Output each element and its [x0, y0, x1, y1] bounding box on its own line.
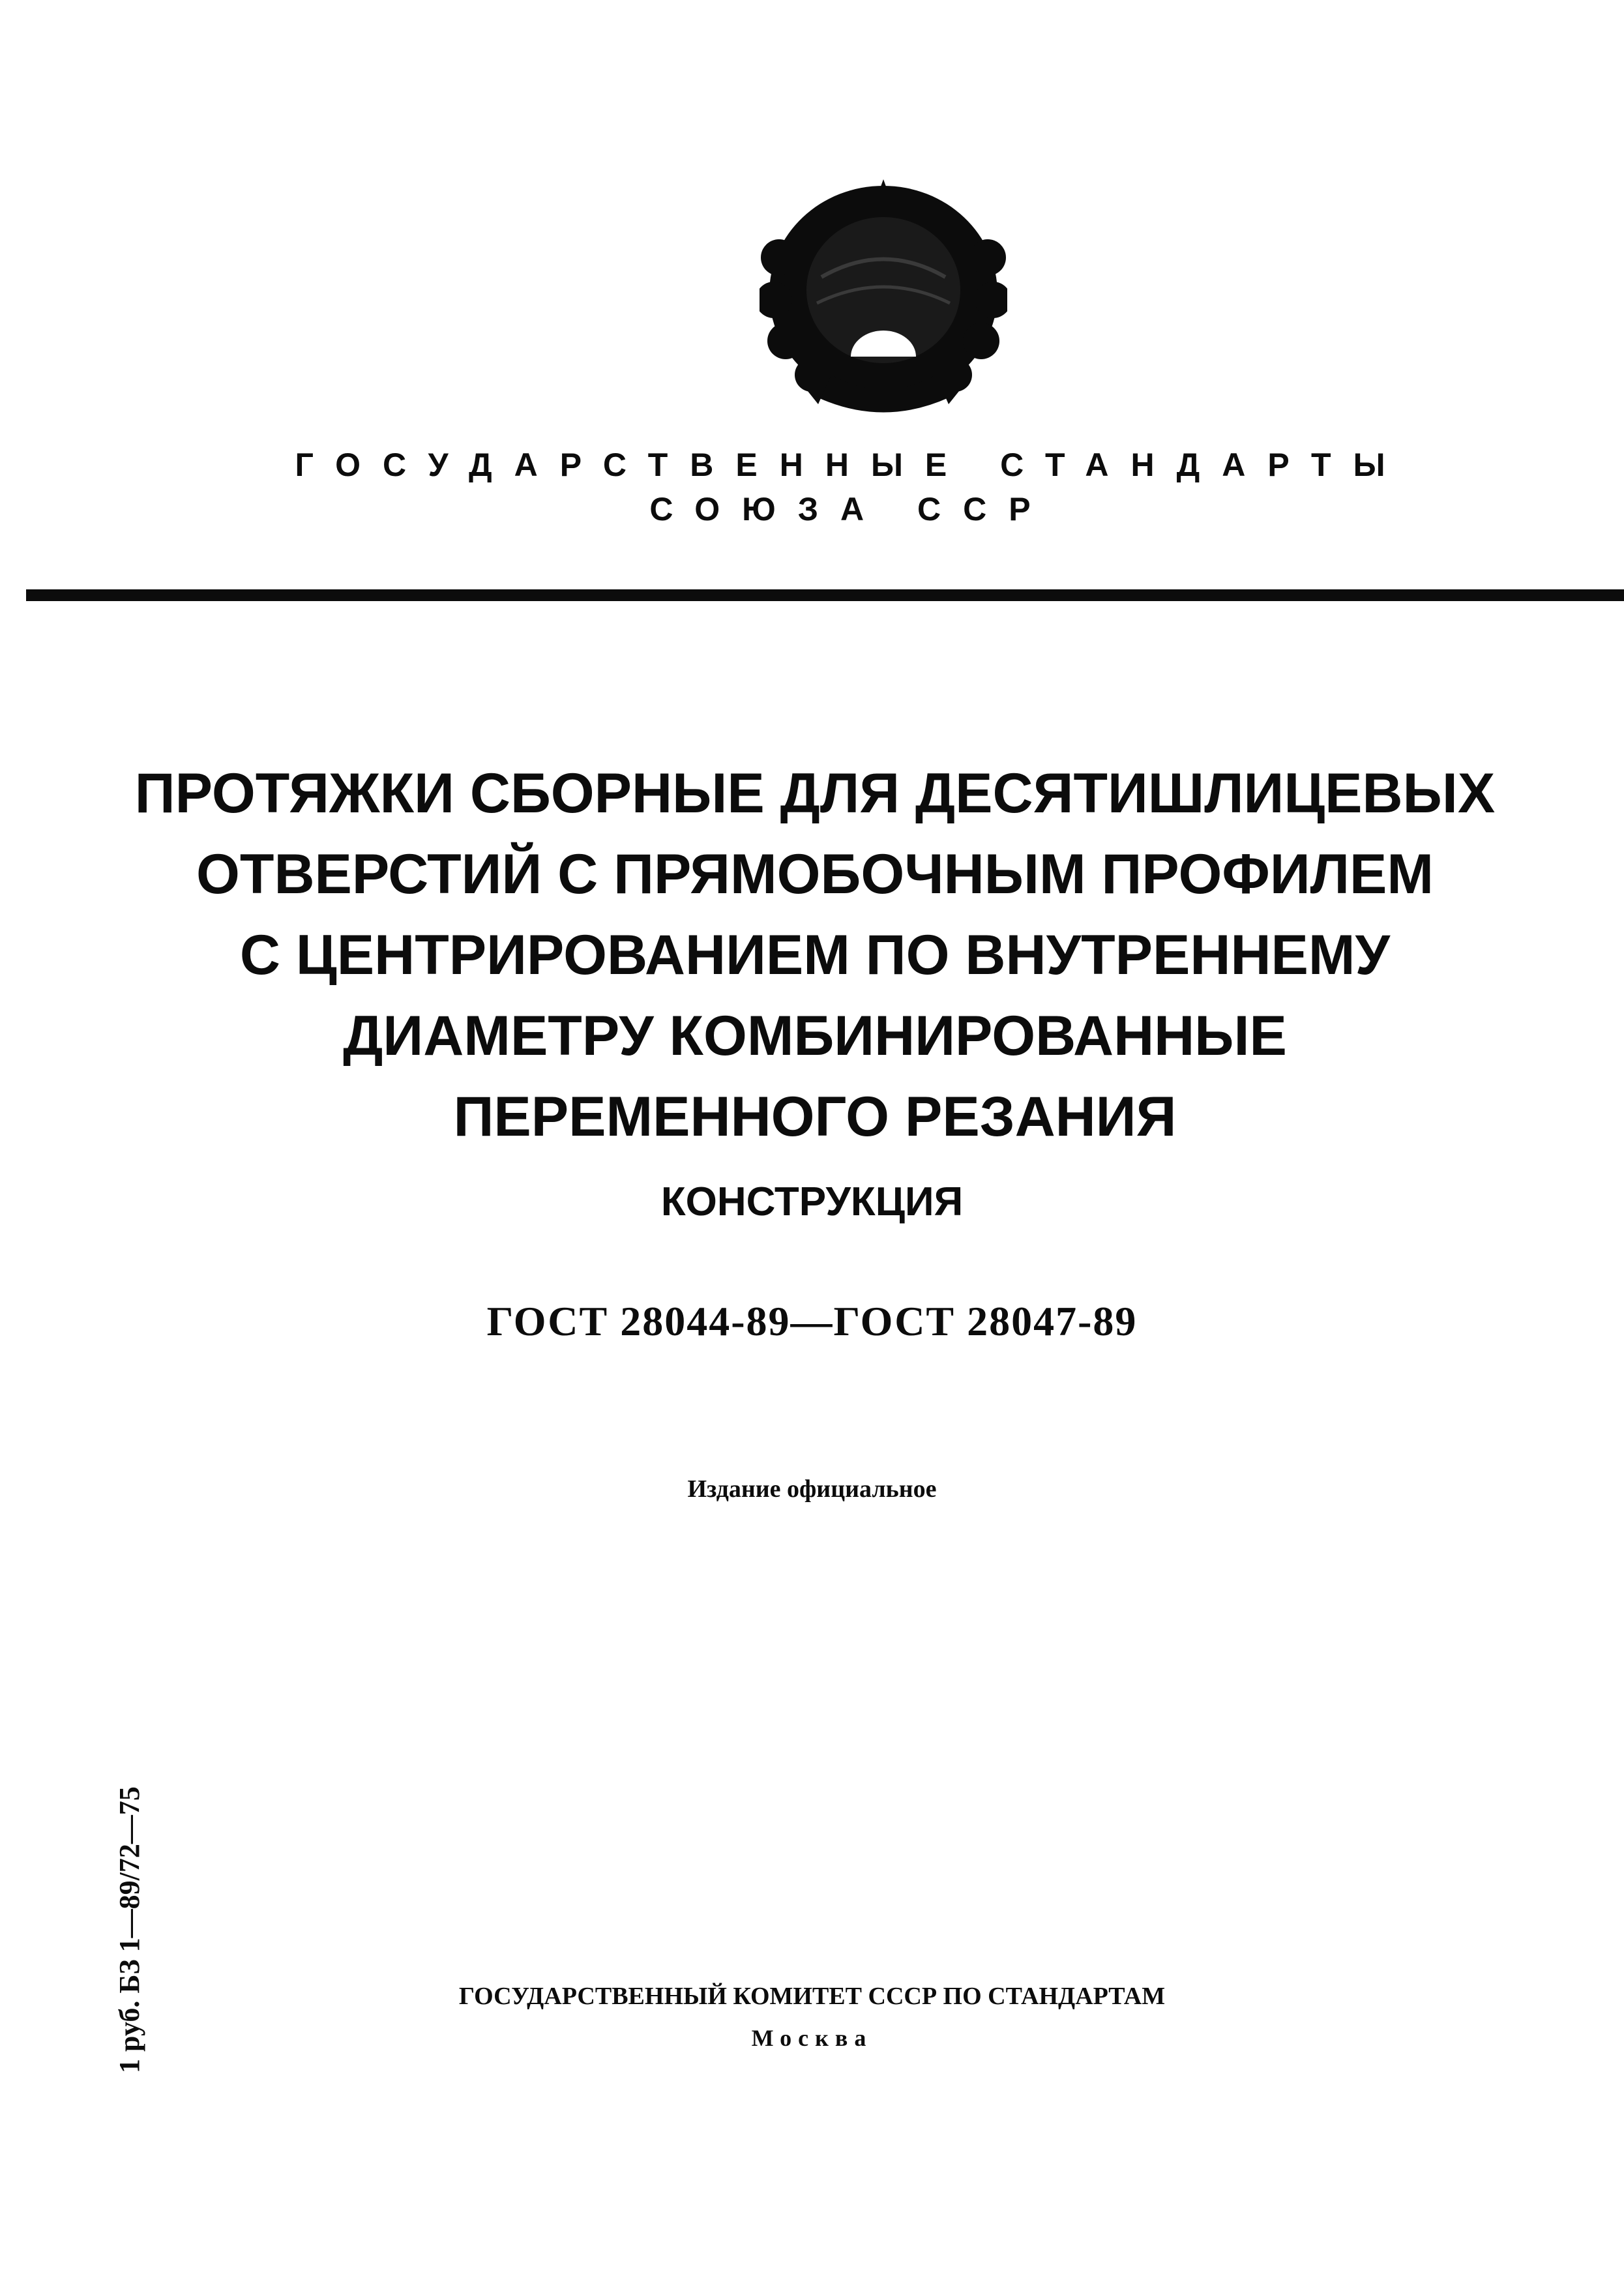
title-line: ПЕРЕМЕННОГО РЕЗАНИЯ	[453, 1085, 1177, 1148]
document-subtitle: КОНСТРУКЦИЯ	[660, 1179, 964, 1224]
price-note: 1 руб. БЗ 1—89/72—75	[113, 1786, 145, 2073]
state-emblem-icon	[760, 179, 1007, 427]
standard-number: ГОСТ 28044-89—ГОСТ 28047-89	[486, 1298, 1138, 1344]
header-standards-title: ГОСУДАРСТВЕННЫЕ СТАНДАРТЫ	[295, 447, 1408, 483]
publisher-city: Москва	[751, 2025, 873, 2051]
header-divider	[26, 589, 1624, 601]
title-line: ОТВЕРСТИЙ С ПРЯМОБОЧНЫМ ПРОФИЛЕМ	[196, 843, 1434, 906]
document-title	[130, 753, 1499, 1157]
edition-note: Издание официальное	[687, 1475, 937, 1503]
title-line: ПРОТЯЖКИ СБОРНЫЕ ДЛЯ ДЕСЯТИШЛИЦЕВЫХ	[134, 762, 1496, 825]
publisher-name: ГОСУДАРСТВЕННЫЙ КОМИТЕТ СССР ПО СТАНДАРТАМ	[458, 1983, 1166, 2010]
title-line: С ЦЕНТРИРОВАНИЕМ ПО ВНУТРЕННЕМУ	[239, 924, 1391, 986]
header-union-title: СОЮЗА ССР	[649, 491, 1053, 527]
title-line: ДИАМЕТРУ КОМБИНИРОВАННЫЕ	[343, 1005, 1287, 1067]
